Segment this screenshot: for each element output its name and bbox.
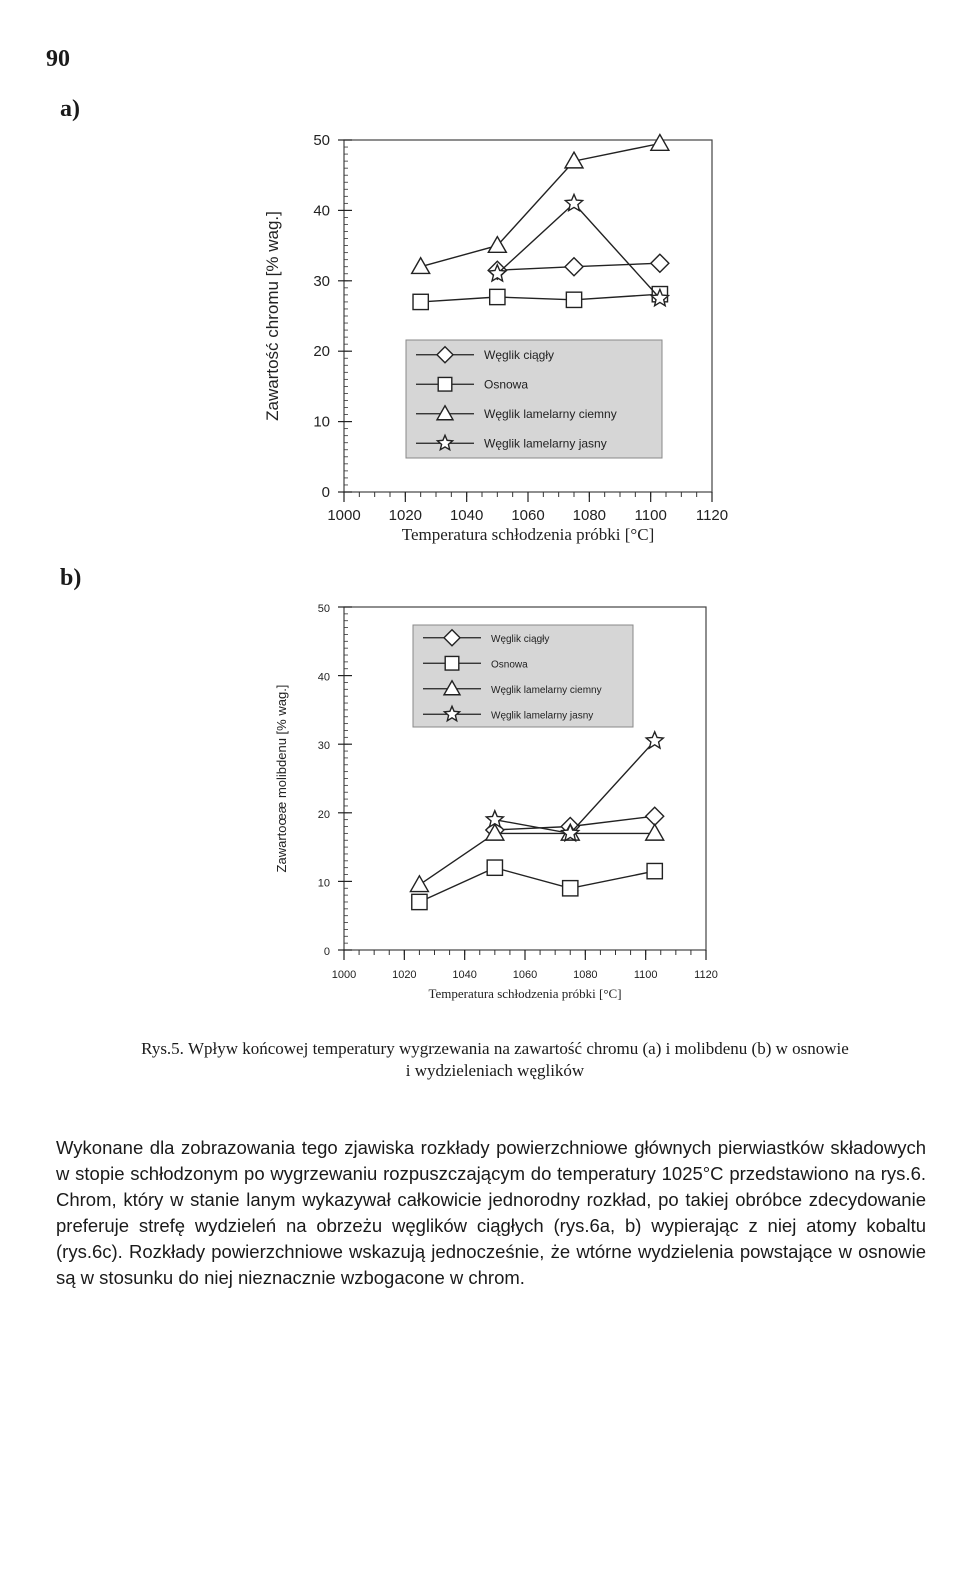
series-square	[412, 860, 663, 910]
y-tick-label: 20	[317, 808, 330, 821]
y-tick-label: 50	[313, 132, 330, 149]
data-point-diamond	[565, 258, 583, 276]
data-point-triangle	[410, 876, 428, 892]
x-axis-label: Temperatura schłodzenia próbki [°C]	[401, 525, 655, 544]
panel-label-b: b)	[60, 565, 82, 591]
legend-label: Węglik lamelarny ciemny	[491, 684, 602, 696]
data-point-square	[487, 860, 502, 875]
molybdenum-chart	[0, 590, 960, 1030]
y-tick-label: 10	[317, 877, 330, 890]
x-tick-label: 1080	[573, 969, 598, 981]
data-point-square	[566, 292, 581, 307]
chromium-chart	[0, 120, 960, 580]
legend-marker-square	[438, 377, 452, 391]
x-axis-label: Temperatura schłodzenia próbki [°C]	[428, 986, 622, 1001]
y-tick-label: 40	[317, 671, 330, 684]
y-tick-label: 0	[321, 484, 330, 501]
x-tick-label: 1060	[511, 507, 545, 524]
series-triangle	[410, 824, 663, 891]
data-point-square	[563, 881, 578, 896]
x-tick-label: 1040	[452, 969, 477, 981]
x-tick-label: 1000	[331, 969, 357, 981]
legend-label: Osnowa	[484, 377, 529, 392]
y-tick-label: 40	[313, 202, 330, 220]
y-tick-label: 30	[313, 272, 330, 290]
x-tick-label: 1040	[449, 507, 484, 524]
data-point-diamond	[651, 254, 669, 272]
x-tick-label: 1020	[392, 969, 417, 981]
y-tick-label: 10	[313, 413, 330, 431]
data-point-triangle	[646, 824, 664, 840]
series-line	[419, 833, 654, 884]
page-number: 90	[46, 46, 70, 72]
legend-label: Węglik ciągły	[484, 347, 555, 362]
data-point-square	[647, 863, 662, 878]
legend	[413, 625, 633, 727]
series-line	[421, 144, 660, 267]
series-line	[419, 868, 654, 902]
legend-label: Osnowa	[491, 659, 528, 671]
series-square	[413, 287, 668, 310]
x-tick-label: 1120	[695, 507, 729, 524]
data-point-square	[412, 894, 427, 909]
x-tick-label: 1100	[634, 507, 667, 524]
y-tick-label: 20	[313, 343, 330, 361]
data-point-square	[413, 294, 428, 309]
figure-caption	[60, 1038, 930, 1082]
series-star	[489, 194, 669, 305]
y-tick-label: 50	[317, 603, 330, 615]
x-tick-label: 1100	[633, 969, 658, 981]
data-point-star	[646, 732, 663, 748]
data-point-diamond	[646, 807, 664, 825]
legend-label: Węglik lamelarny ciemny	[484, 406, 617, 421]
legend	[406, 340, 662, 458]
x-tick-label: 1060	[512, 969, 538, 981]
caption-label: Rys.5.	[141, 1039, 184, 1058]
series-line	[497, 203, 660, 298]
series-triangle	[412, 135, 669, 274]
y-tick-label: 0	[323, 946, 330, 958]
legend-label: Węglik ciągły	[491, 633, 550, 645]
panel-label-a: a)	[60, 96, 80, 122]
caption-line2: i wydzieleniach węglików	[405, 1061, 585, 1080]
data-point-star	[486, 811, 503, 827]
y-axis-label: Zawartoœæ molibdenu [% wag.]	[274, 684, 289, 873]
legend-label: Węglik lamelarny jasny	[484, 436, 607, 451]
body-paragraph: Wykonane dla zobrazowania tego zjawiska rozkłady powierzchniowe głównych pierwiastków składowych w stopie schłodzonym po wygrzewaniu rozpuszczającym do temperatury 1025°C przedstawiono na rys.6. Chrom, który w stanie lanym wykazywał całkowicie jednorodny rozkład, po takiej obróbce zdecydowanie preferuje strefę wydzieleń na obrzeżu węglików ciągłych (rys.6a, b) wypierając z niej atomy kobaltu (rys.6c). Rozkłady powierzchniowe wskazują jednocześnie, że wtórne wydzielenia powstające w osnowie są w stosunku do niej nieznacznie wzbogacone w chrom.	[56, 1137, 926, 1288]
x-tick-label: 1000	[327, 507, 361, 524]
legend-marker-square	[445, 656, 459, 670]
x-tick-label: 1020	[388, 507, 423, 524]
data-point-triangle	[651, 135, 669, 151]
data-point-square	[490, 289, 505, 304]
y-tick-label: 30	[317, 740, 330, 753]
x-tick-label: 1120	[694, 969, 718, 981]
caption-line1: Wpływ końcowej temperatury wygrzewania na zawartość chromu (a) i molibdenu (b) w osnowie	[187, 1039, 849, 1058]
x-tick-label: 1080	[572, 507, 607, 524]
series-line	[421, 294, 660, 302]
y-axis-label: Zawartość chromu [% wag.]	[263, 211, 282, 421]
legend-label: Węglik lamelarny jasny	[491, 710, 594, 722]
